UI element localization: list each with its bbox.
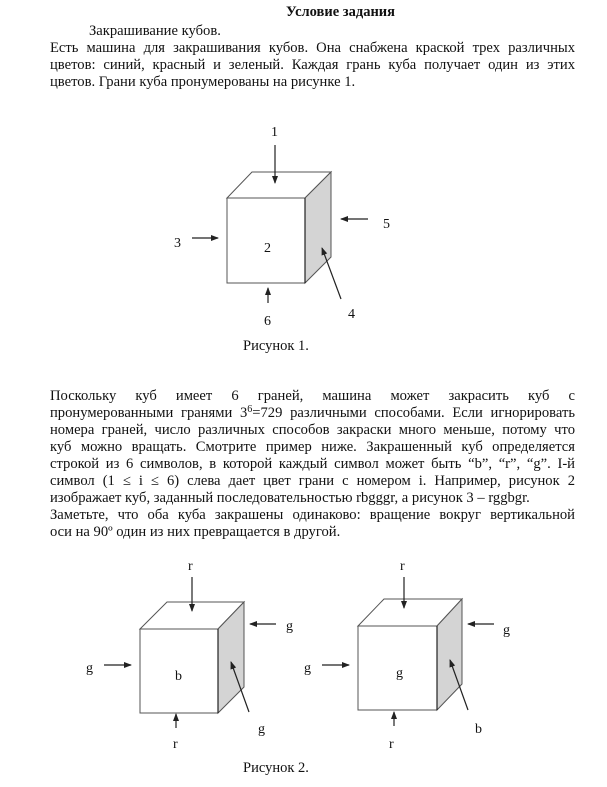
label-side: b [475,722,482,737]
figure2-cube-a [86,559,293,752]
intro-line-1: Есть машина для закрашивания кубов. Она снабжена краской трех различных [50,40,575,56]
body-line-8: Заметьте, что оба куба закрашены одинаково: вращение вокруг вертикальной [50,507,575,523]
exponent: 6 [247,404,253,415]
label-face-1: 1 [271,125,278,140]
label-top: r [400,559,405,574]
label-bottom: r [389,737,394,752]
figure1-caption: Рисунок 1. [243,338,309,354]
label-back: g [503,623,510,638]
label-left: g [304,661,311,676]
body-line-4: куб можно вращать. Смотрите пример ниже. Закрашенный куб определяется [50,439,575,455]
label-left: g [86,661,93,676]
label-bottom: r [173,737,178,752]
label-front: b [175,669,182,684]
intro-line-2: цветов: синий, красный и зеленый. Каждая грань куба получает один из этих [50,57,575,73]
task-heading: Закрашивание кубов. [89,23,221,39]
body-line-5: строкой из 6 символов, в которой каждый символ может быть “b”, “r”, “g”. I-й [50,456,575,472]
label-face-4: 4 [348,307,355,322]
main-paragraph [50,388,575,541]
body-line-7: изображает куб, заданный последовательностью rbgggr, а рисунок 3 – rggbgr. [50,490,530,506]
label-top: r [188,559,193,574]
label-back: g [286,619,293,634]
label-face-2: 2 [264,241,271,256]
label-face-5: 5 [383,217,390,232]
figure1-cube [174,125,390,329]
body-line-6: символ (1 ≤ i ≤ 6) слева дает цвет грани с номером i. Например, рисунок 2 [50,473,575,489]
body-line-1: Поскольку куб имеет 6 граней, машина может закрасить куб с [50,388,575,404]
label-face-6: 6 [264,314,271,329]
label-face-3: 3 [174,236,181,251]
label-side: g [258,722,265,737]
body-line-9: оси на 90º один из них превращается в другой. [50,524,341,540]
body-line-2: пронумерованными гранями $3^6=729$ различными способами. Если игнорировать [50,404,575,421]
page-title: Условие задания [286,4,395,20]
label-front: g [396,666,403,681]
figure2-cube-b [304,559,510,752]
body-line-3: номера граней, число различных способов закраски много меньше, потому что [50,422,575,438]
intro-line-3: цветов. Грани куба пронумерованы на рисунке 1. [50,74,356,90]
figure2-caption: Рисунок 2. [243,760,309,776]
